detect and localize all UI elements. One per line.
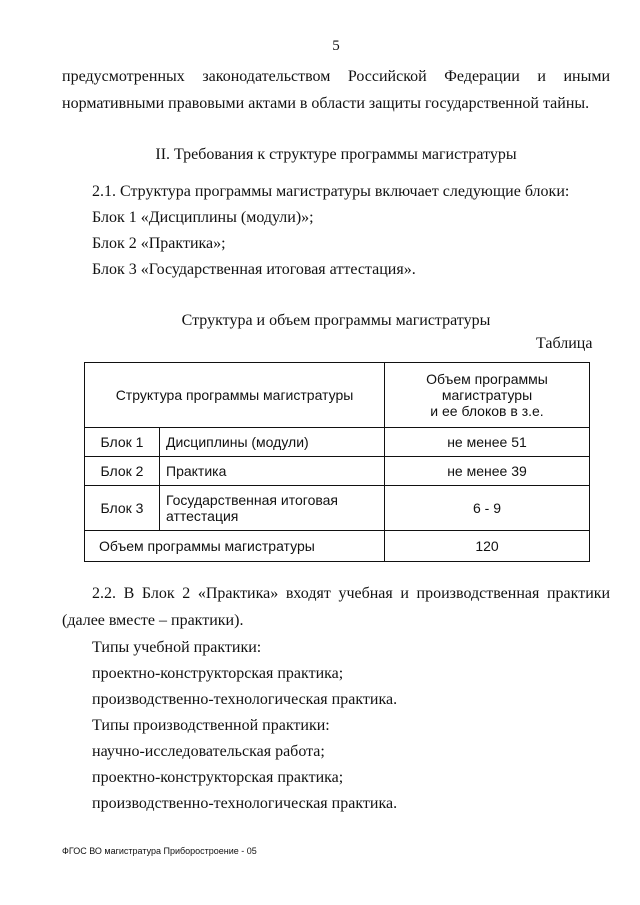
page-footer: ФГОС ВО магистратура Приборостроение - 05 bbox=[62, 846, 257, 856]
intro-word: предусмотренных bbox=[62, 68, 185, 85]
intro-word: Российской bbox=[347, 68, 427, 85]
study-practice-title: Типы учебной практики: bbox=[92, 639, 262, 656]
section-heading: II. Требования к структуре программы магистратуры bbox=[155, 146, 517, 163]
block-name-cell: Дисциплины (модули) bbox=[160, 428, 385, 457]
p22-word: 2 bbox=[182, 585, 191, 602]
block-cell: Блок 3 bbox=[85, 486, 160, 531]
intro-word: иными bbox=[563, 68, 611, 85]
block-cell: Блок 1 bbox=[85, 428, 160, 457]
table-label: Таблица bbox=[536, 335, 593, 352]
production-practice-title: Типы производственной практики: bbox=[92, 717, 330, 734]
block-name-line: Государственная итоговая bbox=[166, 492, 338, 508]
practice-type-item: проектно-конструкторская практика; bbox=[92, 769, 344, 786]
p22-word: практики bbox=[546, 585, 611, 602]
table-header-row bbox=[85, 363, 590, 428]
p22-word: и bbox=[400, 585, 409, 602]
p22-word: учебная bbox=[338, 585, 393, 602]
intro-line-2: нормативными правовыми актами в области защиты государственной тайны. bbox=[62, 95, 590, 112]
p22-word: Блок bbox=[141, 585, 175, 602]
p22-word: входят bbox=[285, 585, 331, 602]
table-total-row bbox=[85, 531, 590, 562]
intro-word: и bbox=[537, 68, 546, 85]
intro-line-1 bbox=[62, 68, 610, 86]
total-label-cell: Объем программы магистратуры bbox=[85, 531, 385, 562]
block-list-item: Блок 3 «Государственная итоговая аттестация». bbox=[92, 261, 416, 278]
block-name-line: аттестация bbox=[166, 508, 239, 524]
block-volume-cell: не менее 51 bbox=[385, 428, 590, 457]
table-title: Структура и объем программы магистратуры bbox=[181, 312, 491, 329]
p22-word: В bbox=[123, 585, 135, 602]
structure-table bbox=[84, 362, 590, 562]
paragraph-2-2-line-1 bbox=[92, 585, 610, 603]
intro-word: Федерации bbox=[444, 68, 520, 85]
practice-type-item: научно-исследовательская работа; bbox=[92, 743, 325, 760]
block-volume-cell: 6 - 9 bbox=[385, 486, 590, 531]
p22-word: 2.2. bbox=[92, 585, 116, 602]
p22-word: производственная bbox=[416, 585, 540, 602]
header-volume-line: и ее блоков в з.е. bbox=[430, 403, 544, 419]
block-cell: Блок 2 bbox=[85, 457, 160, 486]
table-row bbox=[85, 428, 590, 457]
p22-word: «Практика» bbox=[197, 585, 279, 602]
block-volume-cell: не менее 39 bbox=[385, 457, 590, 486]
total-value-cell: 120 bbox=[385, 531, 590, 562]
paragraph-2-1: 2.1. Структура программы магистратуры включает следующие блоки: bbox=[92, 183, 570, 200]
block-name-cell bbox=[160, 486, 385, 531]
header-volume-cell bbox=[385, 363, 590, 428]
table-row bbox=[85, 457, 590, 486]
practice-type-item: производственно-технологическая практика. bbox=[92, 795, 398, 812]
table-row bbox=[85, 486, 590, 531]
block-list-item: Блок 1 «Дисциплины (модули)»; bbox=[92, 209, 314, 226]
header-structure-cell: Структура программы магистратуры bbox=[85, 363, 385, 428]
intro-word: законодательством bbox=[202, 68, 331, 85]
paragraph-2-2-line-2: (далее вместе – практики). bbox=[62, 612, 244, 629]
practice-type-item: производственно-технологическая практика. bbox=[92, 691, 398, 708]
block-name-cell: Практика bbox=[160, 457, 385, 486]
practice-type-item: проектно-конструкторская практика; bbox=[92, 665, 344, 682]
header-volume-line: магистратуры bbox=[441, 387, 533, 403]
page-number: 5 bbox=[332, 38, 340, 54]
block-list-item: Блок 2 «Практика»; bbox=[92, 235, 226, 252]
header-volume-line: Объем программы bbox=[426, 371, 548, 387]
